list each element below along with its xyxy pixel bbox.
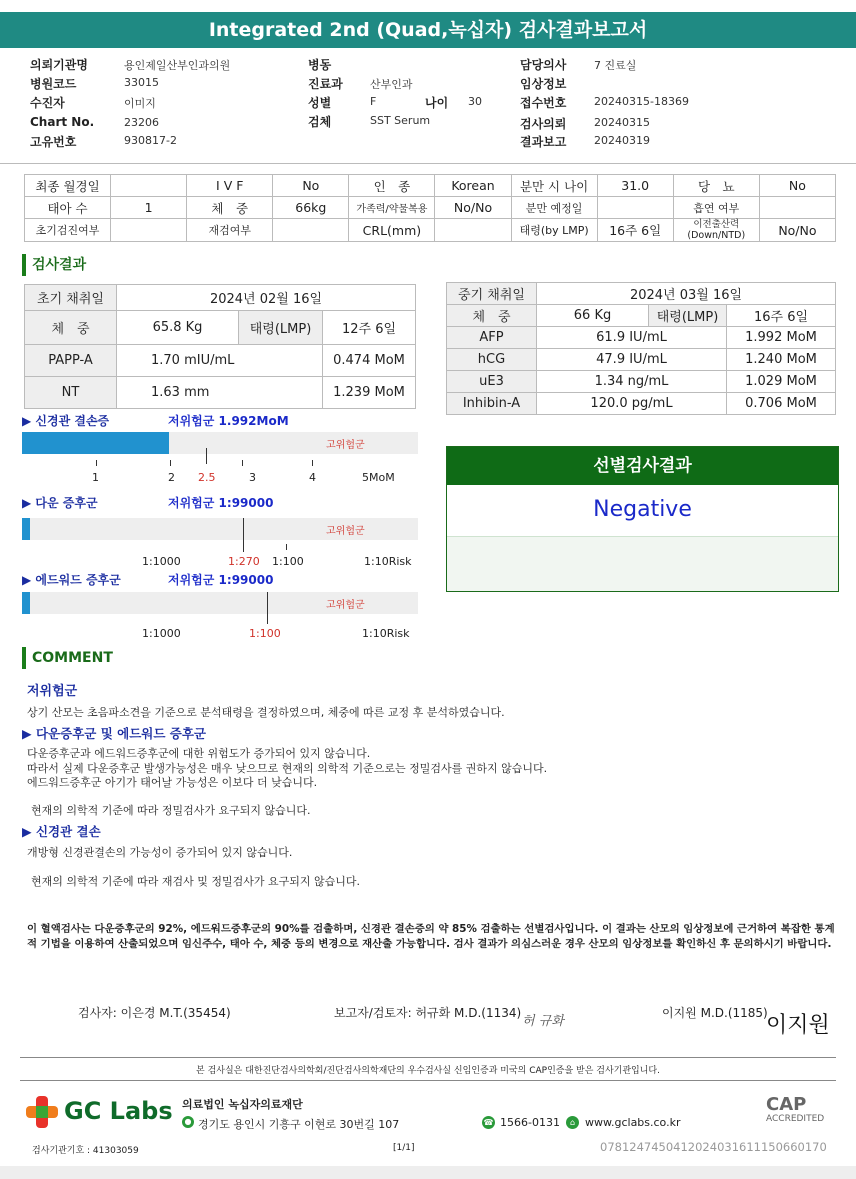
info-cell: I V F bbox=[187, 175, 273, 197]
ntd-bar-fill bbox=[22, 432, 169, 454]
doctor-label: 담당의사 bbox=[520, 58, 567, 72]
info-cell: 분만 시 나이 bbox=[511, 175, 597, 197]
id-label: 고유번호 bbox=[30, 135, 77, 149]
marker-value: 120.0 pg/mL bbox=[537, 393, 727, 415]
risk-panel bbox=[22, 412, 422, 642]
info-cell bbox=[273, 219, 349, 242]
second-row bbox=[447, 305, 836, 327]
first-row bbox=[25, 311, 416, 345]
bottom-strip bbox=[0, 1166, 856, 1179]
barcode-number: 0781247450412024031611150660170 bbox=[600, 1140, 827, 1154]
screening-result-title: 선별검사결과 bbox=[447, 447, 838, 485]
screening-result-value: Negative bbox=[447, 485, 838, 537]
reporter-signature-image: 허 규화 bbox=[522, 1014, 564, 1029]
second-row bbox=[447, 327, 836, 349]
nt-mom: 1.239 MoM bbox=[323, 377, 416, 409]
second-weight-label: 체 중 bbox=[447, 305, 537, 327]
age-label: 나이 bbox=[425, 96, 449, 110]
info-cell: 태아 수 bbox=[25, 197, 111, 219]
ntd-high-label: 고위험군 bbox=[326, 440, 365, 451]
doctor-signature-image: 이지원 bbox=[766, 1013, 830, 1038]
info-cell: CRL(mm) bbox=[349, 219, 435, 242]
info-cell bbox=[759, 197, 835, 219]
info-table bbox=[24, 174, 836, 242]
papp-mom: 0.474 MoM bbox=[323, 345, 416, 377]
down-tick: 1:1000 bbox=[142, 555, 181, 568]
info-row-1 bbox=[25, 175, 836, 197]
lab-code: 검사기관기호 : 41303059 bbox=[32, 1146, 139, 1156]
edwards-cutoff-line bbox=[267, 592, 268, 624]
first-weight: 65.8 Kg bbox=[117, 311, 239, 345]
edwards-bar bbox=[22, 592, 418, 614]
second-date-label: 중기 채취일 bbox=[447, 283, 537, 305]
edwards-tick: 1:10Risk bbox=[362, 627, 410, 640]
edwards-high-label: 고위험군 bbox=[326, 600, 365, 611]
divider bbox=[0, 163, 856, 164]
second-trimester-table bbox=[446, 282, 836, 415]
report-label: 결과보고 bbox=[520, 135, 567, 149]
second-row bbox=[447, 283, 836, 305]
comment-p3a: 개방형 신경관결손의 가능성이 증가되어 있지 않습니다. bbox=[27, 846, 293, 859]
info-cell: 최종 월경일 bbox=[25, 175, 111, 197]
comment-h2: ▶ 다운증후군 및 에드워드 증후군 bbox=[22, 726, 206, 741]
ntd-tick: 2.5 bbox=[198, 471, 216, 484]
info-cell bbox=[111, 175, 187, 197]
edwards-title: ▶ 에드워드 증후군 bbox=[22, 573, 121, 587]
info-cell bbox=[435, 219, 511, 242]
institution-label: 의뢰기관명 bbox=[30, 58, 88, 72]
marker-label: AFP bbox=[447, 327, 537, 349]
down-tick: 1:100 bbox=[272, 555, 304, 568]
chart-value: 23206 bbox=[124, 116, 159, 129]
info-cell: 흡연 여부 bbox=[673, 197, 759, 219]
comment-p2c: 에드워드증후군 아기가 태어날 가능성은 이보다 더 낮습니다. bbox=[27, 776, 318, 789]
ntd-tick: 5MoM bbox=[362, 471, 395, 484]
down-title: ▶ 다운 증후군 bbox=[22, 496, 98, 510]
chart-label: Chart No. bbox=[30, 115, 95, 129]
marker-mom: 1.992 MoM bbox=[727, 327, 836, 349]
info-cell: 66kg bbox=[273, 197, 349, 219]
specimen-value: SST Serum bbox=[370, 114, 431, 127]
clinical-label: 임상정보 bbox=[520, 77, 567, 91]
info-cell: 31.0 bbox=[597, 175, 673, 197]
down-tick: 1:270 bbox=[228, 555, 260, 568]
info-row-2 bbox=[25, 197, 836, 219]
marker-value: 1.34 ng/mL bbox=[537, 371, 727, 393]
footer-divider bbox=[20, 1057, 836, 1058]
info-cell: 이전출산력(Down/NTD) bbox=[673, 219, 759, 242]
marker-label: uE3 bbox=[447, 371, 537, 393]
receipt-value: 20240315-18369 bbox=[594, 95, 689, 108]
reporter-signature-label: 보고자/검토자: 허규화 M.D.(1134) bbox=[334, 1006, 522, 1020]
ntd-tick: 1 bbox=[92, 471, 99, 484]
results-section-title: 검사결과 bbox=[22, 254, 86, 276]
report-title: Integrated 2nd (Quad,녹십자) 검사결과보고서 bbox=[0, 12, 856, 48]
info-cell: 당 뇨 bbox=[673, 175, 759, 197]
website[interactable]: www.gclabs.co.kr bbox=[585, 1116, 681, 1129]
comment-p1: 상기 산모는 초음파소견을 기준으로 분석태령을 결정하였으며, 체중에 따른 교정 후 분석하였습니다. bbox=[27, 706, 505, 719]
institution-value: 용인제일산부인과의원 bbox=[124, 59, 231, 72]
second-row bbox=[447, 393, 836, 415]
info-cell: 재검여부 bbox=[187, 219, 273, 242]
nt-value: 1.63 mm bbox=[117, 377, 323, 409]
papp-value: 1.70 mIU/mL bbox=[117, 345, 323, 377]
first-row bbox=[25, 345, 416, 377]
gc-logo-icon bbox=[24, 1096, 60, 1128]
info-cell: 태령(by LMP) bbox=[511, 219, 597, 242]
edwards-tick: 1:100 bbox=[249, 627, 281, 640]
down-bar-fill bbox=[22, 518, 30, 540]
info-row-3 bbox=[25, 219, 836, 242]
edwards-tick: 1:1000 bbox=[142, 627, 181, 640]
cap-accredited-text: ACCREDITED bbox=[766, 1114, 825, 1124]
ntd-tick: 4 bbox=[309, 471, 316, 484]
receipt-label: 접수번호 bbox=[520, 96, 567, 110]
patient-label: 수진자 bbox=[30, 96, 65, 110]
info-cell: 초기검진여부 bbox=[25, 219, 111, 242]
cap-accredited-logo bbox=[752, 1096, 832, 1128]
tick-mark bbox=[312, 460, 313, 466]
doctor-signature-label: 이지원 M.D.(1185) bbox=[662, 1006, 768, 1020]
comment-p2d: 현재의 의학적 기준에 따라 정밀검사가 요구되지 않습니다. bbox=[31, 804, 311, 817]
tick-mark bbox=[286, 544, 287, 550]
info-cell: 체 중 bbox=[187, 197, 273, 219]
marker-value: 61.9 IU/mL bbox=[537, 327, 727, 349]
info-cell: No/No bbox=[435, 197, 511, 219]
patient-value: 이미지 bbox=[124, 97, 156, 110]
marker-mom: 1.029 MoM bbox=[727, 371, 836, 393]
first-trimester-table bbox=[24, 284, 416, 409]
ntd-cutoff-line bbox=[206, 448, 207, 464]
page-number: [1/1] bbox=[393, 1143, 415, 1153]
tester-signature-label: 검사자: 이은경 M.T.(35454) bbox=[78, 1006, 231, 1020]
info-cell: No bbox=[759, 175, 835, 197]
comment-p2a: 다운증후군과 에드워드증후군에 대한 위험도가 증가되어 있지 않습니다. bbox=[27, 747, 371, 760]
edwards-bar-fill bbox=[22, 592, 30, 614]
request-value: 20240315 bbox=[594, 116, 650, 129]
tick-mark bbox=[170, 460, 171, 466]
first-ga-label: 태령(LMP) bbox=[239, 311, 323, 345]
footer-divider bbox=[20, 1080, 836, 1081]
doctor-value: 7 진료실 bbox=[594, 59, 637, 72]
second-date: 2024년 03월 16일 bbox=[537, 283, 836, 305]
first-ga: 12주 6일 bbox=[323, 311, 416, 345]
gc-labs-logo-text: GC Labs bbox=[64, 1097, 173, 1125]
first-row bbox=[25, 285, 416, 311]
down-cutoff-line bbox=[243, 518, 244, 552]
age-value: 30 bbox=[468, 95, 482, 108]
info-cell: 인 종 bbox=[349, 175, 435, 197]
report-value: 20240319 bbox=[594, 134, 650, 147]
second-weight: 66 Kg bbox=[537, 305, 649, 327]
first-weight-label: 체 중 bbox=[25, 311, 117, 345]
specimen-label: 검체 bbox=[308, 115, 332, 129]
ntd-tick: 3 bbox=[249, 471, 256, 484]
comment-p3b: 현재의 의학적 기준에 따라 재검사 및 정밀검사가 요구되지 않습니다. bbox=[31, 875, 360, 888]
address: 경기도 용인시 기흥구 이현로 30번길 107 bbox=[198, 1118, 400, 1131]
ntd-title: ▶ 신경관 결손증 bbox=[22, 414, 110, 428]
ntd-tick: 2 bbox=[168, 471, 175, 484]
second-row bbox=[447, 349, 836, 371]
info-cell: 분만 예정일 bbox=[511, 197, 597, 219]
edwards-result: 저위험군 1:99000 bbox=[168, 573, 274, 587]
info-cell: Korean bbox=[435, 175, 511, 197]
comment-title: COMMENT bbox=[22, 647, 113, 669]
request-label: 검사의뢰 bbox=[520, 117, 567, 131]
tick-mark bbox=[96, 460, 97, 466]
code-label: 병원코드 bbox=[30, 77, 77, 91]
info-cell: 16주 6일 bbox=[597, 219, 673, 242]
first-row bbox=[25, 377, 416, 409]
second-row bbox=[447, 371, 836, 393]
info-cell: 가족력/약물복용 bbox=[349, 197, 435, 219]
cap-logo-text: CAP bbox=[766, 1094, 807, 1115]
papp-label: PAPP-A bbox=[25, 345, 117, 377]
info-cell bbox=[597, 197, 673, 219]
nt-label: NT bbox=[25, 377, 117, 409]
info-cell bbox=[111, 219, 187, 242]
info-cell: 1 bbox=[111, 197, 187, 219]
marker-mom: 1.240 MoM bbox=[727, 349, 836, 371]
home-icon: ⌂ bbox=[566, 1116, 579, 1129]
phone-number: 1566-0131 bbox=[500, 1116, 560, 1129]
marker-label: hCG bbox=[447, 349, 537, 371]
tick-mark bbox=[242, 460, 243, 466]
dept-value: 산부인과 bbox=[370, 78, 413, 91]
comment-note2: 적 기법을 이용하여 산출되었으며 임신주수, 태아 수, 체중 등의 변경으로 재산출 가능합니다. 검사 결과가 의심스러운 경우 산모의 임상정보를 확인하신 후 문의하시기 바랍니다. bbox=[27, 938, 832, 950]
comment-h3: ▶ 신경관 결손 bbox=[22, 824, 101, 839]
down-result: 저위험군 1:99000 bbox=[168, 496, 274, 510]
ntd-result: 저위험군 1.992MoM bbox=[168, 414, 289, 428]
sex-value: F bbox=[370, 95, 377, 108]
screening-result-box bbox=[446, 446, 839, 592]
dept-label: 진료과 bbox=[308, 77, 343, 91]
info-cell: No bbox=[273, 175, 349, 197]
comment-p2b: 따라서 실제 다운증후군 발생가능성은 매우 낮으므로 현재의 의학적 기준으로는 정밀검사를 권하지 않습니다. bbox=[27, 762, 548, 775]
header-block bbox=[30, 56, 830, 156]
down-high-label: 고위험군 bbox=[326, 526, 365, 537]
comment-low-risk: 저위험군 bbox=[27, 684, 78, 699]
ward-label: 병동 bbox=[308, 58, 332, 72]
down-tick: 1:10Risk bbox=[364, 555, 412, 568]
phone-icon: ☎ bbox=[483, 1118, 494, 1127]
certification-text: 본 검사실은 대한진단검사의학회/진단검사의학재단의 우수검사실 신임인증과 미국의 CAP인증을 받은 검사기관입니다. bbox=[196, 1066, 660, 1076]
second-ga-label: 태령(LMP) bbox=[649, 305, 727, 327]
id-value: 930817-2 bbox=[124, 134, 177, 147]
code-value: 33015 bbox=[124, 76, 159, 89]
screening-result-footer bbox=[447, 537, 838, 591]
org-name: 의료법인 녹십자의료재단 bbox=[182, 1098, 303, 1111]
second-ga: 16주 6일 bbox=[727, 305, 836, 327]
ntd-bar bbox=[22, 432, 418, 454]
marker-value: 47.9 IU/mL bbox=[537, 349, 727, 371]
sex-label: 성별 bbox=[308, 96, 332, 110]
down-bar bbox=[22, 518, 418, 540]
info-cell: No/No bbox=[759, 219, 835, 242]
first-date: 2024년 02월 16일 bbox=[117, 285, 416, 311]
marker-label: Inhibin-A bbox=[447, 393, 537, 415]
marker-mom: 0.706 MoM bbox=[727, 393, 836, 415]
first-date-label: 초기 채취일 bbox=[25, 285, 117, 311]
location-icon: ● bbox=[182, 1116, 194, 1128]
comment-note1: 이 혈액검사는 다운증후군의 92%, 에드워드증후군의 90%를 검출하며, 신경관 결손증의 약 85% 검출하는 선별검사입니다. 이 결과는 산모의 임상정보에 근거하여 복잡한 통계 bbox=[27, 923, 835, 935]
